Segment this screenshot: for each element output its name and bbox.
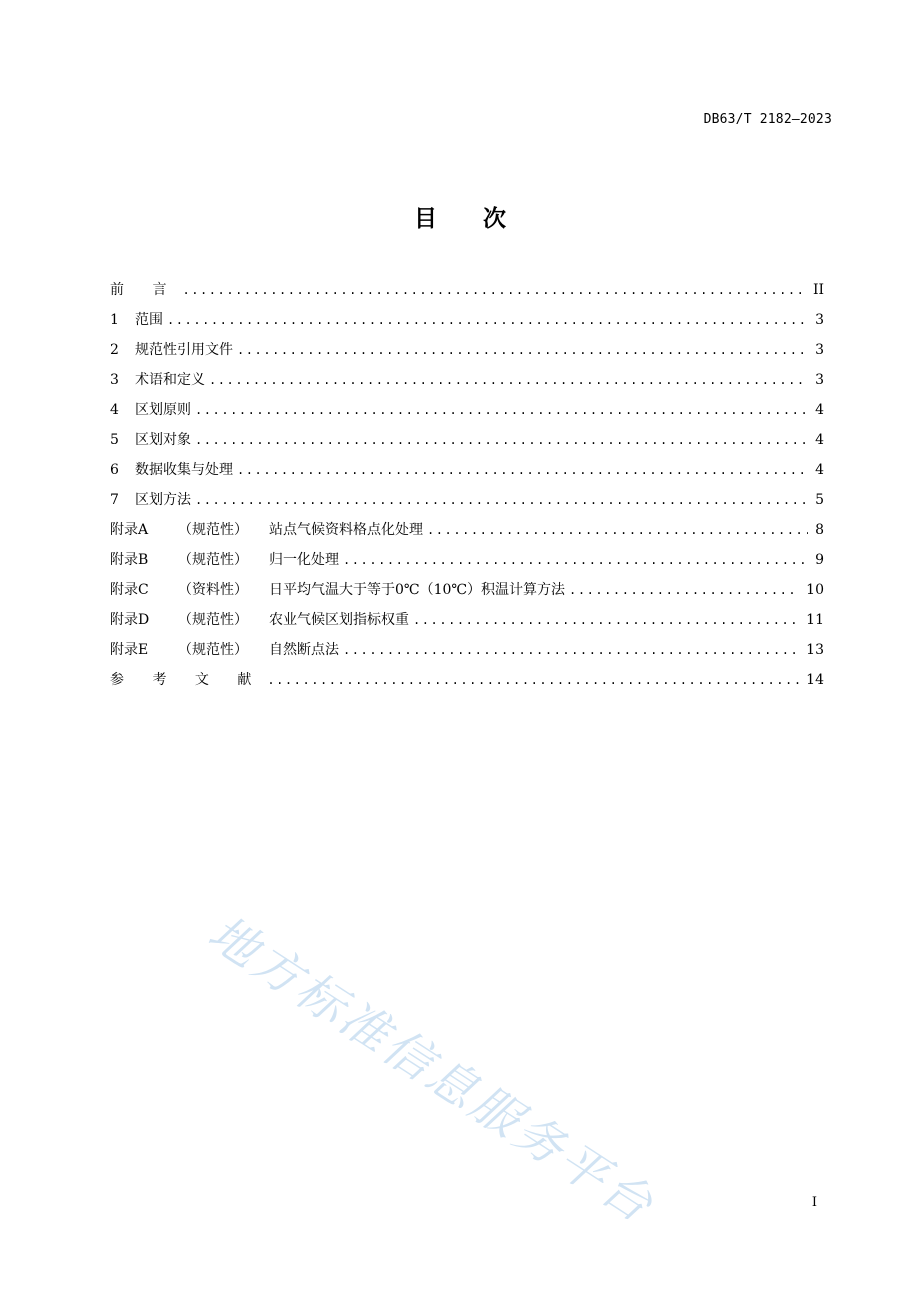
toc-entry-zoning-methods[interactable] [110, 485, 824, 515]
toc-leader-dots [167, 305, 808, 335]
toc-leader-dots [343, 545, 808, 575]
toc-leader-dots [237, 335, 808, 365]
toc-entry-scope[interactable] [110, 305, 824, 335]
toc-entry-number: 6 [110, 462, 119, 478]
toc-entry-title: 术语和定义 [135, 372, 205, 388]
toc-entry-page: II [812, 282, 824, 298]
toc-entry-terms-definitions[interactable] [110, 365, 824, 395]
appendix-type: （资料性） [178, 582, 248, 598]
appendix-type: （规范性） [178, 552, 248, 568]
toc-entry-number: 4 [110, 402, 119, 418]
appendix-label: 附录C [110, 582, 149, 598]
toc-entry-bibliography[interactable] [110, 665, 824, 695]
appendix-label: 附录A [110, 522, 149, 538]
toc-entry-title: 参 考 文 献 [110, 672, 264, 688]
toc-leader-dots [195, 485, 808, 515]
toc-entry-appendix-d[interactable] [110, 605, 824, 635]
toc-leader-dots [569, 575, 800, 605]
appendix-label: 附录E [110, 642, 149, 658]
table-of-contents [110, 275, 824, 695]
toc-entry-title: 自然断点法 [269, 642, 339, 658]
appendix-label: 附录B [110, 552, 149, 568]
toc-entry-page: 5 [815, 492, 824, 508]
toc-title-char-2: 次 [483, 206, 506, 232]
toc-entry-page: 3 [815, 372, 824, 388]
toc-entry-page: 4 [815, 432, 824, 448]
appendix-type: （规范性） [178, 612, 248, 628]
toc-leader-dots [267, 665, 800, 695]
toc-entry-number: 1 [110, 312, 119, 328]
watermark: 地方标准信息服务平台 [198, 904, 665, 1235]
toc-title-char-1: 目 [414, 206, 437, 232]
toc-entry-appendix-a[interactable] [110, 515, 824, 545]
toc-entry-page: 3 [815, 342, 824, 358]
toc-entry-data-collection[interactable] [110, 455, 824, 485]
toc-entry-page: 3 [815, 312, 824, 328]
toc-entry-page: 4 [815, 402, 824, 418]
toc-entry-page: 14 [806, 672, 824, 688]
toc-entry-page: 8 [815, 522, 824, 538]
toc-entry-title: 农业气候区划指标权重 [269, 612, 409, 628]
toc-entry-zoning-principles[interactable] [110, 395, 824, 425]
toc-entry-page: 10 [806, 582, 824, 598]
toc-entry-foreword[interactable] [110, 275, 824, 305]
toc-entry-number: 2 [110, 342, 119, 358]
toc-entry-page: 11 [806, 612, 824, 628]
toc-entry-number: 5 [110, 432, 119, 448]
toc-leader-dots [195, 425, 808, 455]
toc-entry-normative-references[interactable] [110, 335, 824, 365]
toc-entry-page: 13 [806, 642, 824, 658]
page-number: I [811, 1195, 817, 1210]
toc-leader-dots [182, 275, 806, 305]
toc-entry-zoning-objects[interactable] [110, 425, 824, 455]
toc-leader-dots [343, 635, 800, 665]
toc-entry-title: 规范性引用文件 [135, 342, 233, 358]
toc-leader-dots [427, 515, 808, 545]
toc-entry-title: 区划方法 [135, 492, 191, 508]
toc-entry-title: 区划原则 [135, 402, 191, 418]
toc-entry-title: 数据收集与处理 [135, 462, 233, 478]
toc-entry-title: 站点气候资料格点化处理 [269, 522, 423, 538]
appendix-type: （规范性） [178, 522, 248, 538]
toc-entry-title: 区划对象 [135, 432, 191, 448]
toc-entry-title: 前 言 [110, 282, 179, 298]
toc-title [0, 200, 920, 233]
toc-leader-dots [413, 605, 800, 635]
toc-leader-dots [195, 395, 808, 425]
toc-leader-dots [209, 365, 808, 395]
toc-entry-title: 归一化处理 [269, 552, 339, 568]
toc-entry-title: 日平均气温大于等于0℃（10℃）积温计算方法 [269, 582, 566, 598]
toc-entry-appendix-b[interactable] [110, 545, 824, 575]
appendix-type: （规范性） [178, 642, 248, 658]
appendix-label: 附录D [110, 612, 150, 628]
toc-entry-appendix-e[interactable] [110, 635, 824, 665]
toc-entry-number: 3 [110, 372, 119, 388]
document-code: DB63/T 2182—2023 [703, 112, 832, 127]
toc-entry-page: 9 [815, 552, 824, 568]
toc-entry-page: 4 [815, 462, 824, 478]
toc-entry-number: 7 [110, 492, 119, 508]
toc-leader-dots [237, 455, 808, 485]
toc-entry-title: 范围 [135, 312, 163, 328]
toc-entry-appendix-c[interactable] [110, 575, 824, 605]
